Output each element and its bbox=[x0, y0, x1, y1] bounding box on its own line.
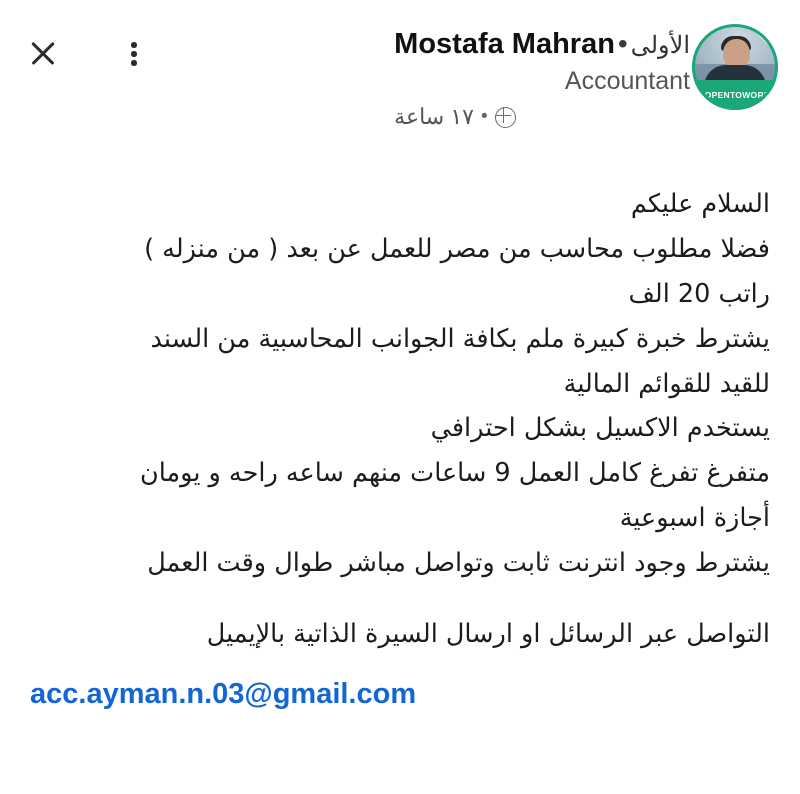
avatar[interactable] bbox=[692, 24, 778, 110]
post-line: أجازة اسبوعية bbox=[619, 503, 770, 534]
avatar-ring bbox=[692, 24, 778, 110]
overflow-menu-icon[interactable] bbox=[122, 36, 148, 70]
close-icon[interactable] bbox=[26, 36, 60, 70]
open-to-work-badge: #OPENTOWORK bbox=[692, 80, 778, 110]
globe-icon bbox=[495, 107, 516, 128]
post-line: يشترط وجود انترنت ثابت وتواصل مباشر طوال وقت العمل bbox=[147, 548, 770, 578]
author-name: Mostafa Mahran bbox=[394, 28, 615, 60]
email-link[interactable]: acc.ayman.n.03@gmail.com bbox=[30, 677, 417, 710]
post-line: متفرغ تفرغ كامل العمل 9 ساعات منهم ساعه راحه و يومان bbox=[139, 458, 770, 489]
post-line: للقيد للقوائم المالية bbox=[563, 368, 770, 399]
author-name-row bbox=[394, 26, 690, 62]
post-meta bbox=[394, 104, 690, 130]
meta-separator: • bbox=[480, 106, 488, 128]
author-degree: الأولى bbox=[630, 32, 690, 59]
post-header bbox=[0, 0, 800, 140]
author-info[interactable] bbox=[394, 26, 690, 130]
post-timestamp: ١٧ ساعة bbox=[394, 104, 474, 130]
post-line: التواصل عبر الرسائل او ارسال السيرة الذاتية بالإيميل bbox=[206, 618, 770, 649]
author-headline: Accountant bbox=[564, 67, 690, 96]
post-line: يشترط خبرة كبيرة ملم بكافة الجوانب المحاسبية من السند bbox=[150, 323, 770, 354]
post-line: فضلا مطلوب محاسب من مصر للعمل عن بعد ( من منزله ) bbox=[144, 233, 770, 264]
author-separator: • bbox=[617, 28, 628, 59]
post-line: راتب 20 الف bbox=[628, 278, 770, 309]
post-line: السلام عليكم bbox=[630, 189, 770, 219]
post-content bbox=[0, 140, 800, 720]
post-line: يستخدم الاكسيل بشكل احترافي bbox=[430, 413, 770, 444]
post-line-spacer bbox=[30, 586, 770, 612]
